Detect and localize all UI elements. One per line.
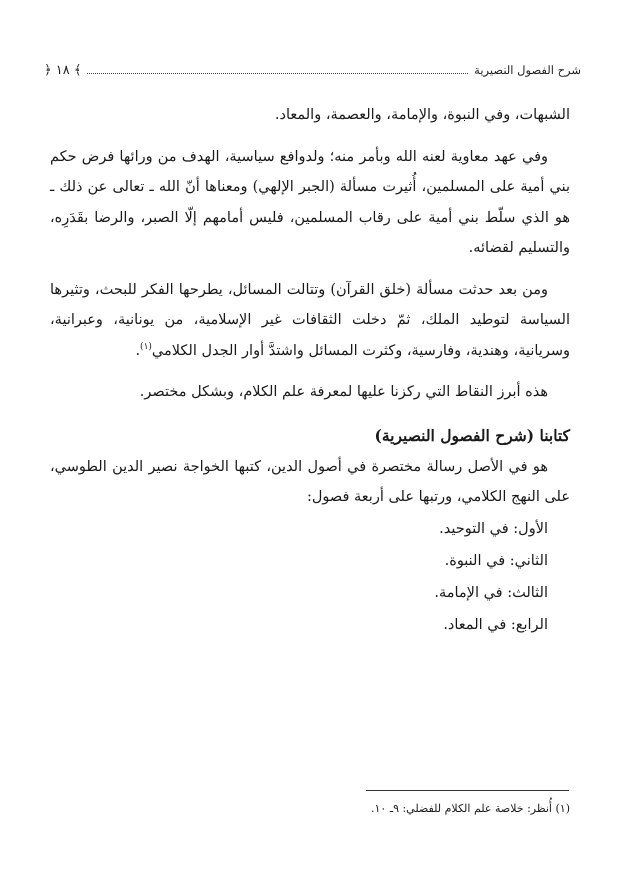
section-heading: كتابنا (شرح الفصول النصيرية) xyxy=(374,425,570,445)
page-number: ﴾ ١٨ ﴿ xyxy=(44,62,82,78)
paragraph: هذه أبرز النقاط التي ركزنا عليها لمعرفة علم الكلام، وبشكل مختصر. xyxy=(139,384,548,400)
main-text xyxy=(50,100,570,641)
paragraph: الشبهات، وفي النبوة، والإمامة، والعصمة، والمعاد. xyxy=(274,107,570,123)
paragraph-text: ومن بعد حدثت مسألة (خلق القرآن) وتتالت المسائل، يطرحها الفكر للبحث، وتثيرها السياسة لتوطيد الملك، ثمّ دخلت الثقافات غير الإسلامية، من يونانية، وعبرانية، وسريانية، وهندية، وفارسية، وكثرت المسائل واشتدَّ أوار الجدل الكلامي xyxy=(50,281,570,359)
header-dot-leader xyxy=(87,73,468,74)
chapter-item: الرابع: في المعاد. xyxy=(443,616,548,633)
chapter-item: الثالث: في الإمامة. xyxy=(434,584,548,601)
footnote: (١) أُنظر: خلاصة علم الكلام للفضلي: ٩ـ ١٠. xyxy=(371,802,570,815)
footnote-reference: (١) xyxy=(140,341,152,352)
running-header xyxy=(38,60,581,80)
paragraph: هو في الأصل رسالة مختصرة في أصول الدين، كتبها الخواجة نصير الدين الطوسي، على النهج الكلامي، ورتبها على أربعة فصول: xyxy=(50,458,570,505)
chapter-item: الأول: في التوحيد. xyxy=(439,520,548,537)
paragraph: وفي عهد معاوية لعنه الله وبأمر منه؛ ولدوافع سياسية، الهدف من ورائها فرض حكم بني أمية على المسلمين، أُثيرت مسألة (الجبر الإلهي) ومعناها أنّ الله ـ تعالى عن ذلك ـ هو الذي سلّط بني أمية على رقاب المسلمين، فليس أمامهم إلّا الصبر، والرضا بقَدَرِه، والتسليم لقضائه. xyxy=(50,148,570,256)
paragraph: ومن بعد حدثت مسألة (خلق القرآن) وتتالت المسائل، يطرحها الفكر للبحث، وتثيرها السياسة لتوطيد الملك، ثمّ دخلت الثقافات غير الإسلامية، من يونانية، وعبرانية، وسريانية، وهندية، وفارسية، وكثرت المسائل واشتدَّ أوار الجدل الكلامي$^{(١)}$. xyxy=(50,281,570,359)
header-title: شرح الفصول النصيرية xyxy=(474,63,581,77)
footnote-divider xyxy=(366,790,569,791)
chapter-item: الثاني: في النبوة. xyxy=(444,552,548,569)
